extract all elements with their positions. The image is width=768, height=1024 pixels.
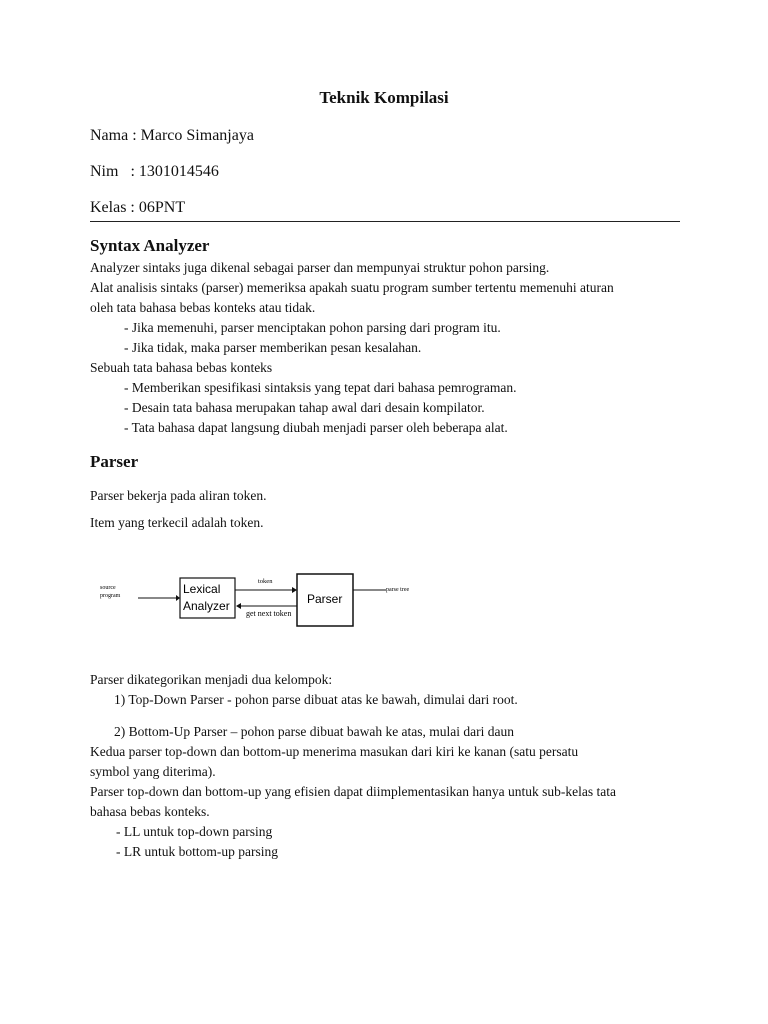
syntax-paragraph-2a: Alat analisis sintaks (parser) memeriksa apakah suatu program sumber tertentu memenuhi aturan — [90, 280, 614, 295]
parser-paragraph-5a: Parser top-down dan bottom-up yang efisien dapat diimplementasikan hanya untuk sub-kelas tata — [90, 784, 616, 799]
parser-paragraph-5b: bahasa bebas konteks. — [90, 804, 210, 819]
parser-item-1: 1) Top-Down Parser - pohon parse dibuat atas ke bawah, dimulai dari root. — [114, 692, 518, 707]
arrowhead-get-next-token — [236, 603, 241, 609]
parser-ll-item: - LL untuk top-down parsing — [116, 824, 273, 839]
header-divider — [90, 221, 680, 222]
parser-heading: Parser — [90, 452, 139, 471]
document-title: Teknik Kompilasi — [319, 88, 449, 107]
diagram-token-label: token — [258, 578, 273, 585]
syntax-paragraph-3: Sebuah tata bahasa bebas konteks — [90, 360, 273, 375]
parser-paragraph-3: Parser dikategorikan menjadi dua kelompok: — [90, 672, 333, 687]
syntax-paragraph-2b: oleh tata bahasa bebas konteks atau tidak. — [90, 300, 316, 315]
parser-paragraph-4a: Kedua parser top-down dan bottom-up menerima masukan dari kiri ke kanan (satu persatu — [90, 744, 579, 759]
syntax-bullet-3: - Memberikan spesifikasi sintaksis yang tepat dari bahasa pemrograman. — [124, 380, 517, 395]
parser-paragraph-4b: symbol yang diterima). — [90, 764, 216, 779]
parser-box-label: Parser — [307, 592, 343, 606]
arrowhead-source-to-lexer — [176, 595, 180, 601]
syntax-analyzer-heading: Syntax Analyzer — [90, 236, 210, 255]
parser-item-2: 2) Bottom-Up Parser – pohon parse dibuat bawah ke atas, mulai dari daun — [114, 724, 515, 739]
parser-paragraph-1: Parser bekerja pada aliran token. — [90, 488, 267, 503]
diagram-get-next-token-label: get next token — [246, 609, 292, 618]
parser-paragraph-2: Item yang terkecil adalah token. — [90, 515, 264, 530]
syntax-bullet-1: - Jika memenuhi, parser menciptakan pohon parsing dari program itu. — [124, 320, 501, 335]
parser-diagram — [96, 570, 426, 630]
student-name: Nama : Marco Simanjaya — [90, 127, 254, 144]
parser-lr-item: - LR untuk bottom-up parsing — [116, 844, 278, 859]
student-class: Kelas : 06PNT — [90, 199, 186, 216]
syntax-bullet-4: - Desain tata bahasa merupakan tahap awal dari desain kompilator. — [124, 400, 485, 415]
diagram-parse-tree-label: parse tree — [386, 587, 410, 593]
syntax-bullet-5: - Tata bahasa dapat langsung diubah menjadi parser oleh beberapa alat. — [124, 420, 508, 435]
diagram-source-label: source — [100, 585, 116, 591]
diagram-program-label: program — [100, 593, 121, 599]
lexical-label-1: Lexical — [183, 582, 221, 596]
syntax-paragraph-1: Analyzer sintaks juga dikenal sebagai parser dan mempunyai struktur pohon parsing. — [90, 260, 550, 275]
student-nim: Nim : 1301014546 — [90, 163, 219, 180]
syntax-bullet-2: - Jika tidak, maka parser memberikan pesan kesalahan. — [124, 340, 422, 355]
lexical-label-2: Analyzer — [183, 599, 230, 613]
